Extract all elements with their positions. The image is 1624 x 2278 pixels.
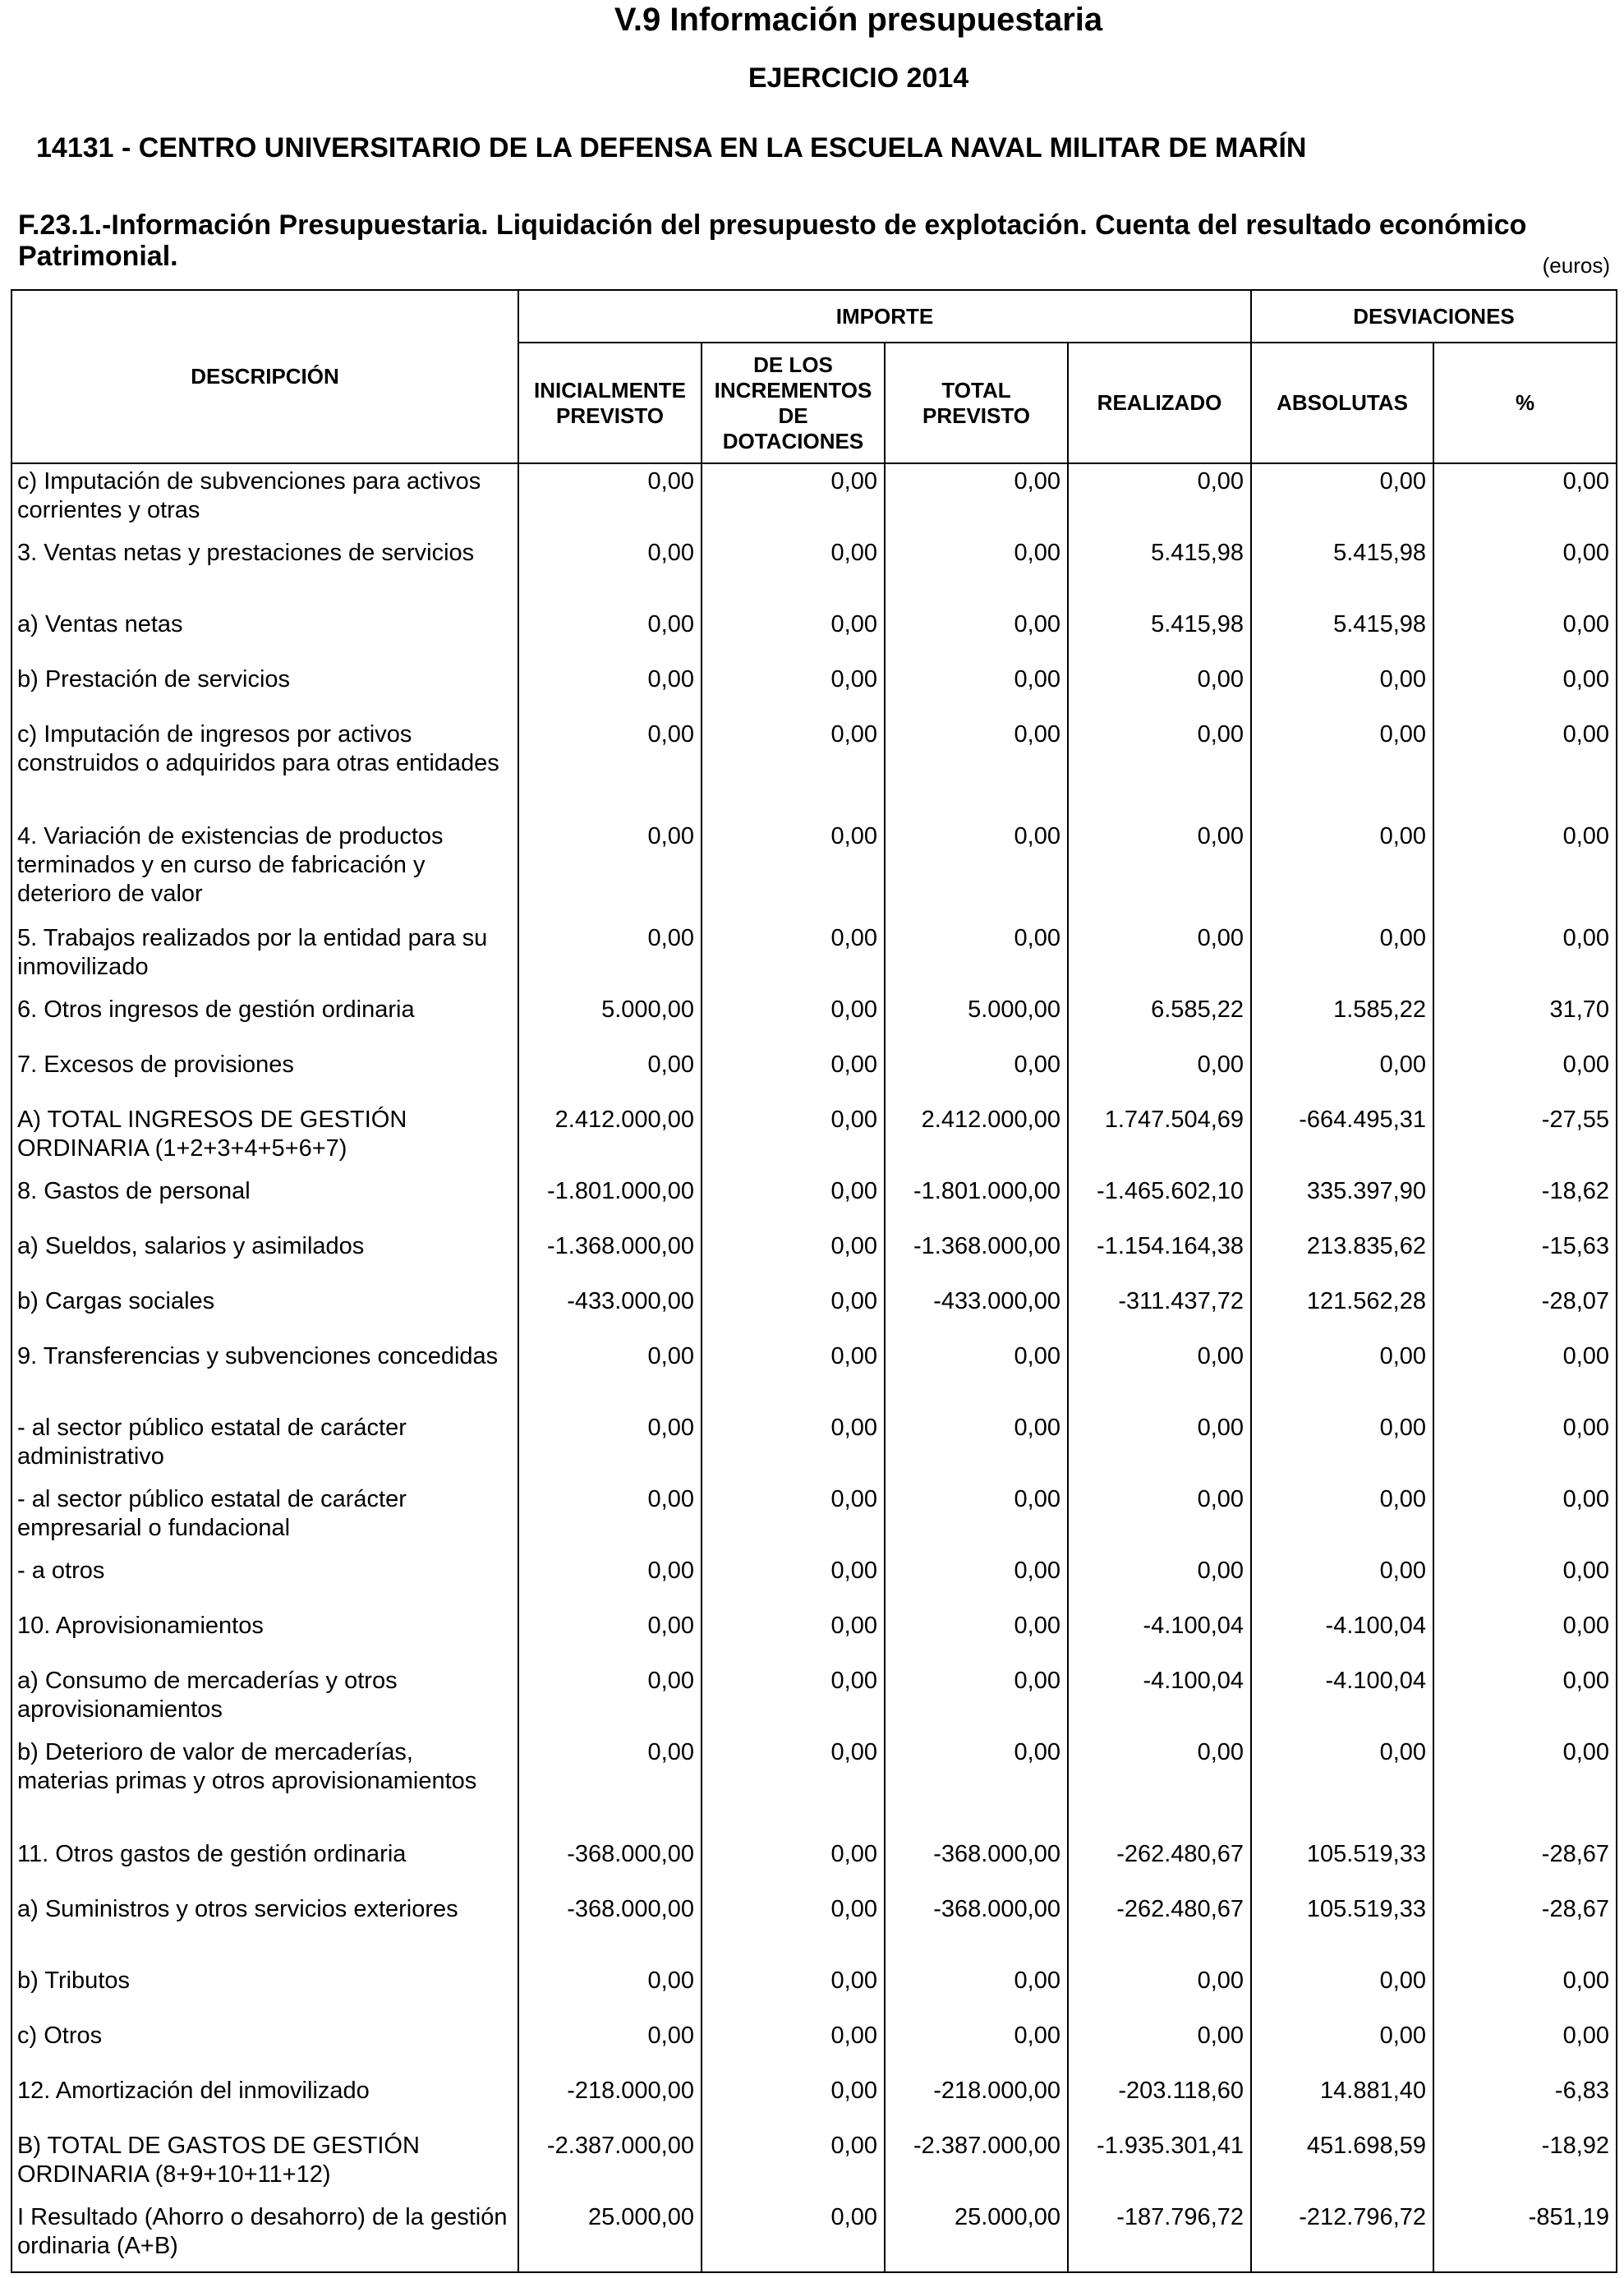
cell-incrementos-dotaciones: 0,00 — [702, 1553, 885, 1608]
table-row — [12, 463, 1617, 536]
cell-incrementos-dotaciones: 0,00 — [702, 1339, 885, 1411]
table-row — [12, 1339, 1617, 1411]
cell-inicialmente-previsto: 0,00 — [518, 1664, 702, 1735]
cell-inicialmente-previsto: 0,00 — [518, 1411, 702, 1482]
table-row — [12, 1892, 1617, 1963]
cell-total-previsto: 0,00 — [885, 1411, 1068, 1482]
table-row — [12, 1284, 1617, 1339]
cell-inicialmente-previsto: 0,00 — [518, 1963, 702, 2018]
cell-inicialmente-previsto: 2.412.000,00 — [518, 1102, 702, 1174]
cell-realizado: -311.437,72 — [1068, 1284, 1251, 1339]
cell-realizado: 5.415,98 — [1068, 536, 1251, 607]
cell-absolutas: 0,00 — [1251, 463, 1433, 536]
cell-porcentaje: 0,00 — [1433, 1735, 1617, 1837]
cell-total-previsto: 0,00 — [885, 1553, 1068, 1608]
cell-realizado: 0,00 — [1068, 1963, 1251, 2018]
cell-incrementos-dotaciones: 0,00 — [702, 607, 885, 662]
cell-absolutas: 0,00 — [1251, 1735, 1433, 1837]
cell-absolutas: -4.100,04 — [1251, 1608, 1433, 1664]
cell-total-previsto: 0,00 — [885, 1963, 1068, 2018]
cell-realizado: 1.747.504,69 — [1068, 1102, 1251, 1174]
cell-realizado: -4.100,04 — [1068, 1664, 1251, 1735]
cell-total-previsto: 0,00 — [885, 2018, 1068, 2073]
cell-porcentaje: 0,00 — [1433, 1608, 1617, 1664]
cell-descripcion: 12. Amortización del inmovilizado — [12, 2073, 518, 2128]
cell-incrementos-dotaciones: 0,00 — [702, 1102, 885, 1174]
cell-incrementos-dotaciones: 0,00 — [702, 1963, 885, 2018]
cell-incrementos-dotaciones: 0,00 — [702, 1174, 885, 1229]
cell-absolutas: 5.415,98 — [1251, 607, 1433, 662]
cell-inicialmente-previsto: 0,00 — [518, 1482, 702, 1553]
cell-inicialmente-previsto: 0,00 — [518, 1339, 702, 1411]
cell-porcentaje: -6,83 — [1433, 2073, 1617, 2128]
cell-porcentaje: 0,00 — [1433, 921, 1617, 992]
cell-porcentaje: -15,63 — [1433, 1229, 1617, 1284]
table-row — [12, 2073, 1617, 2128]
cell-inicialmente-previsto: 0,00 — [518, 463, 702, 536]
cell-inicialmente-previsto: -1.801.000,00 — [518, 1174, 702, 1229]
cell-inicialmente-previsto: 0,00 — [518, 2018, 702, 2073]
table-row — [12, 992, 1617, 1047]
cell-total-previsto: 5.000,00 — [885, 992, 1068, 1047]
cell-total-previsto: 0,00 — [885, 536, 1068, 607]
cell-porcentaje: -28,07 — [1433, 1284, 1617, 1339]
cell-descripcion: 5. Trabajos realizados por la entidad para su inmovilizado — [12, 921, 518, 992]
cell-incrementos-dotaciones: 0,00 — [702, 1047, 885, 1102]
cell-absolutas: 0,00 — [1251, 1963, 1433, 2018]
table-row — [12, 1047, 1617, 1102]
units-label: (euros) — [1542, 253, 1610, 278]
header-desviaciones: DESVIACIONES — [1251, 290, 1617, 343]
cell-descripcion: c) Imputación de ingresos por activos construidos o adquiridos para otras entidades — [12, 717, 518, 819]
cell-realizado: 0,00 — [1068, 1553, 1251, 1608]
cell-total-previsto: 0,00 — [885, 1482, 1068, 1553]
cell-inicialmente-previsto: -368.000,00 — [518, 1837, 702, 1892]
table-row — [12, 2200, 1617, 2272]
cell-realizado: 0,00 — [1068, 2018, 1251, 2073]
cell-porcentaje: 0,00 — [1433, 463, 1617, 536]
cell-descripcion: 8. Gastos de personal — [12, 1174, 518, 1229]
cell-descripcion: c) Otros — [12, 2018, 518, 2073]
cell-inicialmente-previsto: -218.000,00 — [518, 2073, 702, 2128]
cell-inicialmente-previsto: 0,00 — [518, 662, 702, 717]
cell-absolutas: 1.585,22 — [1251, 992, 1433, 1047]
table-row — [12, 1837, 1617, 1892]
cell-realizado: 0,00 — [1068, 1411, 1251, 1482]
cell-inicialmente-previsto: -368.000,00 — [518, 1892, 702, 1963]
cell-incrementos-dotaciones: 0,00 — [702, 2018, 885, 2073]
cell-inicialmente-previsto: 0,00 — [518, 717, 702, 819]
cell-absolutas: 0,00 — [1251, 1482, 1433, 1553]
cell-total-previsto: 0,00 — [885, 1047, 1068, 1102]
cell-incrementos-dotaciones: 0,00 — [702, 662, 885, 717]
cell-porcentaje: 0,00 — [1433, 717, 1617, 819]
cell-descripcion: 10. Aprovisionamientos — [12, 1608, 518, 1664]
table-row — [12, 1608, 1617, 1664]
cell-incrementos-dotaciones: 0,00 — [702, 1284, 885, 1339]
cell-descripcion: b) Cargas sociales — [12, 1284, 518, 1339]
cell-porcentaje: -18,92 — [1433, 2128, 1617, 2200]
cell-descripcion: 7. Excesos de provisiones — [12, 1047, 518, 1102]
cell-total-previsto: 0,00 — [885, 717, 1068, 819]
cell-descripcion: c) Imputación de subvenciones para activos corrientes y otras — [12, 463, 518, 536]
table-row — [12, 2018, 1617, 2073]
table-row — [12, 921, 1617, 992]
cell-absolutas: 121.562,28 — [1251, 1284, 1433, 1339]
header-descripcion: DESCRIPCIÓN — [12, 290, 518, 463]
cell-total-previsto: -218.000,00 — [885, 2073, 1068, 2128]
cell-total-previsto: -368.000,00 — [885, 1892, 1068, 1963]
cell-absolutas: -664.495,31 — [1251, 1102, 1433, 1174]
header-porcentaje: % — [1433, 343, 1617, 463]
cell-descripcion: a) Ventas netas — [12, 607, 518, 662]
header-absolutas: ABSOLUTAS — [1251, 343, 1433, 463]
header-total-previsto: TOTAL PREVISTO — [885, 343, 1068, 463]
cell-realizado: -203.118,60 — [1068, 2073, 1251, 2128]
cell-descripcion: 4. Variación de existencias de productos terminados y en curso de fabricación y deterioro de valor — [12, 819, 518, 921]
cell-absolutas: 335.397,90 — [1251, 1174, 1433, 1229]
cell-absolutas: 0,00 — [1251, 1339, 1433, 1411]
cell-incrementos-dotaciones: 0,00 — [702, 717, 885, 819]
cell-incrementos-dotaciones: 0,00 — [702, 992, 885, 1047]
cell-descripcion: a) Suministros y otros servicios exteriores — [12, 1892, 518, 1963]
cell-total-previsto: 25.000,00 — [885, 2200, 1068, 2272]
cell-incrementos-dotaciones: 0,00 — [702, 2200, 885, 2272]
cell-realizado: -187.796,72 — [1068, 2200, 1251, 2272]
cell-absolutas: 451.698,59 — [1251, 2128, 1433, 2200]
table-row — [12, 2128, 1617, 2200]
page-title: V.9 Información presupuestaria — [614, 2, 1103, 38]
cell-incrementos-dotaciones: 0,00 — [702, 1892, 885, 1963]
table-row — [12, 536, 1617, 607]
cell-total-previsto: -433.000,00 — [885, 1284, 1068, 1339]
cell-descripcion: a) Consumo de mercaderías y otros aprovisionamientos — [12, 1664, 518, 1735]
cell-inicialmente-previsto: 5.000,00 — [518, 992, 702, 1047]
cell-porcentaje: 0,00 — [1433, 1664, 1617, 1735]
cell-inicialmente-previsto: 0,00 — [518, 1047, 702, 1102]
cell-absolutas: 213.835,62 — [1251, 1229, 1433, 1284]
cell-absolutas: 0,00 — [1251, 1411, 1433, 1482]
cell-total-previsto: 0,00 — [885, 607, 1068, 662]
cell-inicialmente-previsto: 0,00 — [518, 536, 702, 607]
fiscal-year-subtitle: EJERCICIO 2014 — [748, 62, 969, 94]
cell-realizado: 0,00 — [1068, 819, 1251, 921]
cell-realizado: 0,00 — [1068, 1047, 1251, 1102]
cell-total-previsto: 0,00 — [885, 463, 1068, 536]
cell-realizado: -4.100,04 — [1068, 1608, 1251, 1664]
cell-inicialmente-previsto: 0,00 — [518, 1735, 702, 1837]
cell-total-previsto: 0,00 — [885, 819, 1068, 921]
cell-descripcion: 9. Transferencias y subvenciones concedidas — [12, 1339, 518, 1411]
cell-incrementos-dotaciones: 0,00 — [702, 1608, 885, 1664]
cell-realizado: -1.154.164,38 — [1068, 1229, 1251, 1284]
cell-incrementos-dotaciones: 0,00 — [702, 1229, 885, 1284]
budget-table — [11, 289, 1617, 2273]
table-row — [12, 1735, 1617, 1837]
table-row — [12, 717, 1617, 819]
cell-porcentaje: 0,00 — [1433, 607, 1617, 662]
cell-porcentaje: 0,00 — [1433, 1339, 1617, 1411]
cell-realizado: 0,00 — [1068, 1482, 1251, 1553]
cell-inicialmente-previsto: 0,00 — [518, 921, 702, 992]
cell-total-previsto: 0,00 — [885, 1735, 1068, 1837]
cell-incrementos-dotaciones: 0,00 — [702, 536, 885, 607]
cell-realizado: 0,00 — [1068, 662, 1251, 717]
cell-realizado: 6.585,22 — [1068, 992, 1251, 1047]
cell-incrementos-dotaciones: 0,00 — [702, 1482, 885, 1553]
cell-realizado: 0,00 — [1068, 717, 1251, 819]
cell-incrementos-dotaciones: 0,00 — [702, 2073, 885, 2128]
cell-descripcion: I Resultado (Ahorro o desahorro) de la gestión ordinaria (A+B) — [12, 2200, 518, 2272]
cell-absolutas: 0,00 — [1251, 819, 1433, 921]
cell-descripcion: b) Tributos — [12, 1963, 518, 2018]
cell-absolutas: 0,00 — [1251, 921, 1433, 992]
cell-porcentaje: 0,00 — [1433, 1411, 1617, 1482]
table-body — [12, 463, 1617, 2272]
cell-porcentaje: 0,00 — [1433, 662, 1617, 717]
cell-total-previsto: 0,00 — [885, 1339, 1068, 1411]
cell-descripcion: 11. Otros gastos de gestión ordinaria — [12, 1837, 518, 1892]
cell-descripcion: 6. Otros ingresos de gestión ordinaria — [12, 992, 518, 1047]
header-importe: IMPORTE — [518, 290, 1251, 343]
header-inicialmente-previsto: INICIALMENTE PREVISTO — [518, 343, 702, 463]
cell-porcentaje: -27,55 — [1433, 1102, 1617, 1174]
cell-inicialmente-previsto: 0,00 — [518, 1608, 702, 1664]
cell-realizado: 5.415,98 — [1068, 607, 1251, 662]
cell-porcentaje: 31,70 — [1433, 992, 1617, 1047]
cell-realizado: 0,00 — [1068, 1339, 1251, 1411]
cell-porcentaje: 0,00 — [1433, 1482, 1617, 1553]
cell-absolutas: 0,00 — [1251, 662, 1433, 717]
cell-porcentaje: 0,00 — [1433, 2018, 1617, 2073]
cell-total-previsto: 0,00 — [885, 662, 1068, 717]
cell-inicialmente-previsto: 0,00 — [518, 819, 702, 921]
cell-inicialmente-previsto: 0,00 — [518, 607, 702, 662]
cell-porcentaje: 0,00 — [1433, 1963, 1617, 2018]
cell-absolutas: 105.519,33 — [1251, 1837, 1433, 1892]
cell-absolutas: 105.519,33 — [1251, 1892, 1433, 1963]
cell-incrementos-dotaciones: 0,00 — [702, 463, 885, 536]
cell-inicialmente-previsto: -433.000,00 — [518, 1284, 702, 1339]
table-row — [12, 1664, 1617, 1735]
table-row — [12, 662, 1617, 717]
table-row — [12, 1102, 1617, 1174]
cell-total-previsto: -1.801.000,00 — [885, 1174, 1068, 1229]
cell-total-previsto: 2.412.000,00 — [885, 1102, 1068, 1174]
cell-inicialmente-previsto: 25.000,00 — [518, 2200, 702, 2272]
table-row — [12, 1229, 1617, 1284]
cell-incrementos-dotaciones: 0,00 — [702, 921, 885, 992]
cell-realizado: -262.480,67 — [1068, 1892, 1251, 1963]
cell-absolutas: 5.415,98 — [1251, 536, 1433, 607]
cell-inicialmente-previsto: 0,00 — [518, 1553, 702, 1608]
cell-incrementos-dotaciones: 0,00 — [702, 1735, 885, 1837]
section-heading: F.23.1.-Información Presupuestaria. Liquidación del presupuesto de explotación. Cuenta del resultado económico Patrimonial. — [18, 209, 1527, 272]
cell-realizado: 0,00 — [1068, 463, 1251, 536]
cell-realizado: -1.465.602,10 — [1068, 1174, 1251, 1229]
cell-realizado: 0,00 — [1068, 1735, 1251, 1837]
cell-incrementos-dotaciones: 0,00 — [702, 1664, 885, 1735]
cell-incrementos-dotaciones: 0,00 — [702, 2128, 885, 2200]
cell-descripcion: b) Prestación de servicios — [12, 662, 518, 717]
cell-realizado: -1.935.301,41 — [1068, 2128, 1251, 2200]
cell-descripcion: - a otros — [12, 1553, 518, 1608]
cell-incrementos-dotaciones: 0,00 — [702, 1411, 885, 1482]
header-incrementos-dotaciones: DE LOS INCREMENTOS DE DOTACIONES — [702, 343, 885, 463]
cell-total-previsto: 0,00 — [885, 1608, 1068, 1664]
table-row — [12, 1174, 1617, 1229]
cell-total-previsto: -368.000,00 — [885, 1837, 1068, 1892]
cell-porcentaje: -28,67 — [1433, 1837, 1617, 1892]
cell-porcentaje: -851,19 — [1433, 2200, 1617, 2272]
cell-absolutas: -212.796,72 — [1251, 2200, 1433, 2272]
cell-total-previsto: 0,00 — [885, 921, 1068, 992]
cell-absolutas: 0,00 — [1251, 1047, 1433, 1102]
entity-heading: 14131 - CENTRO UNIVERSITARIO DE LA DEFENSA EN LA ESCUELA NAVAL MILITAR DE MARÍN — [36, 132, 1307, 163]
cell-incrementos-dotaciones: 0,00 — [702, 819, 885, 921]
cell-absolutas: -4.100,04 — [1251, 1664, 1433, 1735]
cell-descripcion: a) Sueldos, salarios y asimilados — [12, 1229, 518, 1284]
table-row — [12, 1411, 1617, 1482]
table-row — [12, 607, 1617, 662]
cell-total-previsto: 0,00 — [885, 1664, 1068, 1735]
cell-porcentaje: 0,00 — [1433, 1047, 1617, 1102]
table-row — [12, 819, 1617, 921]
cell-absolutas: 0,00 — [1251, 717, 1433, 819]
cell-porcentaje: 0,00 — [1433, 819, 1617, 921]
header-realizado: REALIZADO — [1068, 343, 1251, 463]
cell-descripcion: - al sector público estatal de carácter administrativo — [12, 1411, 518, 1482]
cell-descripcion: 3. Ventas netas y prestaciones de servicios — [12, 536, 518, 607]
cell-inicialmente-previsto: -2.387.000,00 — [518, 2128, 702, 2200]
cell-inicialmente-previsto: -1.368.000,00 — [518, 1229, 702, 1284]
cell-absolutas: 0,00 — [1251, 2018, 1433, 2073]
table-row — [12, 1553, 1617, 1608]
cell-porcentaje: 0,00 — [1433, 536, 1617, 607]
table-row — [12, 1482, 1617, 1553]
cell-realizado: 0,00 — [1068, 921, 1251, 992]
cell-realizado: -262.480,67 — [1068, 1837, 1251, 1892]
cell-absolutas: 14.881,40 — [1251, 2073, 1433, 2128]
cell-porcentaje: -18,62 — [1433, 1174, 1617, 1229]
cell-total-previsto: -2.387.000,00 — [885, 2128, 1068, 2200]
cell-descripcion: B) TOTAL DE GASTOS DE GESTIÓN ORDINARIA (8+9+10+11+12) — [12, 2128, 518, 2200]
cell-porcentaje: 0,00 — [1433, 1553, 1617, 1608]
cell-incrementos-dotaciones: 0,00 — [702, 1837, 885, 1892]
cell-descripcion: - al sector público estatal de carácter empresarial o fundacional — [12, 1482, 518, 1553]
cell-descripcion: A) TOTAL INGRESOS DE GESTIÓN ORDINARIA (1+2+3+4+5+6+7) — [12, 1102, 518, 1174]
cell-porcentaje: -28,67 — [1433, 1892, 1617, 1963]
cell-descripcion: b) Deterioro de valor de mercaderías, materias primas y otros aprovisionamientos — [12, 1735, 518, 1837]
table-row — [12, 1963, 1617, 2018]
cell-absolutas: 0,00 — [1251, 1553, 1433, 1608]
cell-total-previsto: -1.368.000,00 — [885, 1229, 1068, 1284]
